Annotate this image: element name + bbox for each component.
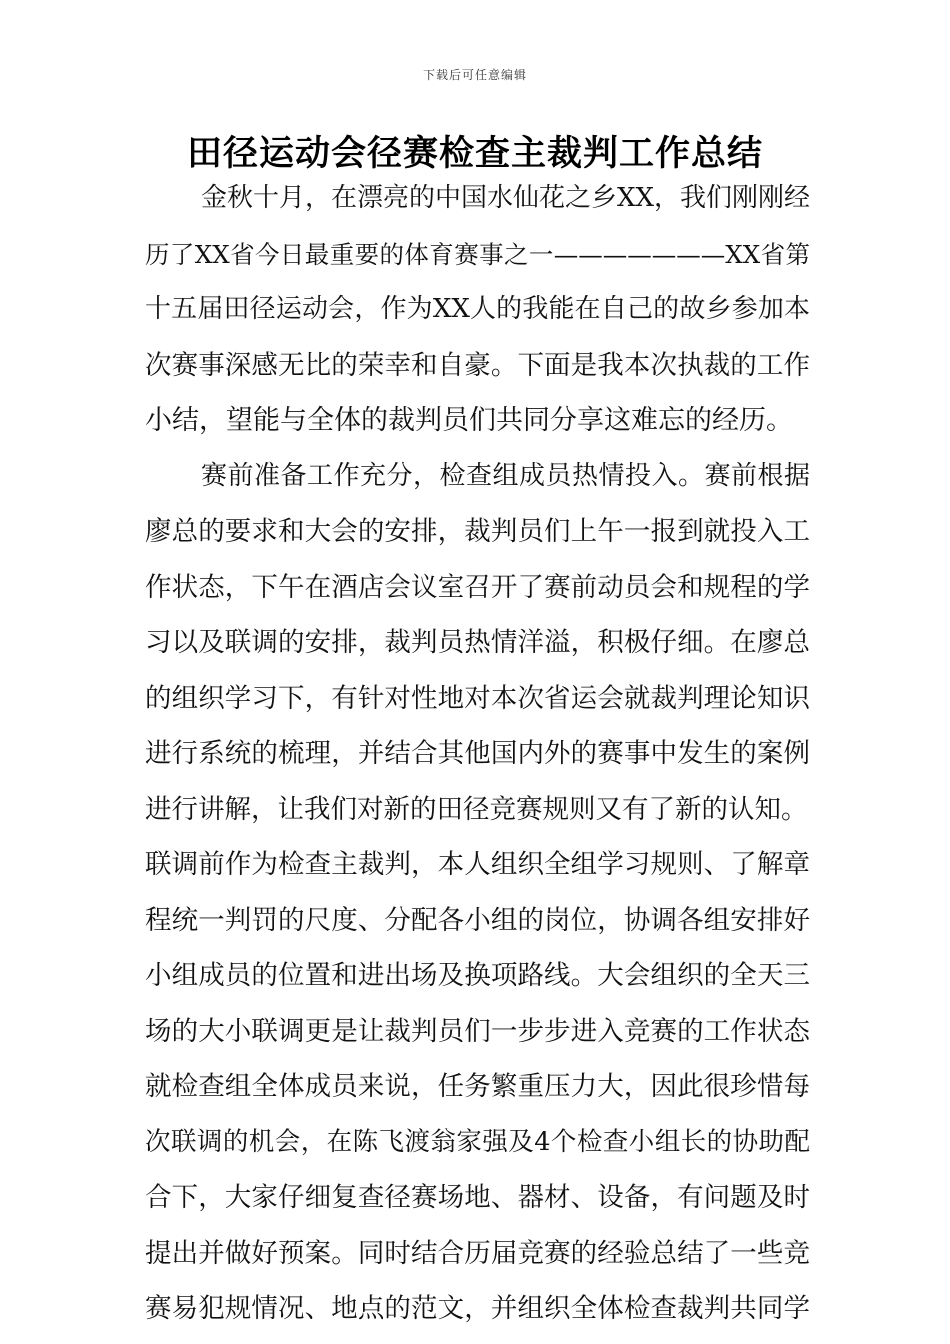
header-note: 下载后可任意编辑 xyxy=(422,68,527,82)
body-line: 金秋十月，在漂亮的中国水仙花之乡XX，我们刚刚经 xyxy=(201,183,810,213)
body-line: 次赛事深感无比的荣幸和自豪。下面是我本次执裁的工作 xyxy=(145,349,810,381)
body-line: 程统一判罚的尺度、分配各小组的岗位，协调各组安排好 xyxy=(145,904,810,936)
body-line: 小组成员的位置和进出场及换项路线。大会组织的全天三 xyxy=(145,960,810,991)
body-line: 提出并做好预案。同时结合历届竞赛的经验总结了一些竞 xyxy=(145,1237,810,1269)
body-line: 小结，望能与全体的裁判员们共同分享这难忘的经历。 xyxy=(145,405,793,436)
body-line: 赛易犯规情况、地点的范文，并组织全体检查裁判共同学 xyxy=(145,1293,810,1324)
body-line: 场的大小联调更是让裁判员们一步步进入竞赛的工作状态 xyxy=(145,1015,810,1047)
body-line: 进行讲解，让我们对新的田径竞赛规则又有了新的认知。 xyxy=(145,793,808,825)
body-line: 的组织学习下，有针对性地对本次省运会就裁判理论知识 xyxy=(145,682,810,714)
body-line: 进行系统的梳理，并结合其他国内外的赛事中发生的案例 xyxy=(145,738,810,769)
body-line: 作状态，下午在酒店会议室召开了赛前动员会和规程的学 xyxy=(145,571,810,603)
body-line: 次联调的机会，在陈飞渡翁家强及4个检查小组长的协助配 xyxy=(145,1126,810,1157)
body-line: 就检查组全体成员来说，任务繁重压力大，因此很珍惜每 xyxy=(145,1071,810,1102)
body-line: 十五届田径运动会，作为XX人的我能在自己的故乡参加本 xyxy=(145,294,810,324)
document-title: 田径运动会径赛检查主裁判工作总结 xyxy=(186,134,763,174)
body-line: 历了XX省今日最重要的体育赛事之一———————XX省第 xyxy=(145,239,810,269)
body-line: 合下，大家仔细复查径赛场地、器材、设备，有问题及时 xyxy=(145,1182,810,1213)
body-line: 联调前作为检查主裁判，本人组织全组学习规则、了解章 xyxy=(145,849,810,880)
body-line: 习以及联调的安排，裁判员热情洋溢，积极仔细。在廖总 xyxy=(145,627,810,658)
body-line: 赛前准备工作充分，检查组成员热情投入。赛前根据 xyxy=(201,460,810,491)
body-line: 廖总的要求和大会的安排，裁判员们上午一报到就投入工 xyxy=(145,516,810,547)
document-body xyxy=(145,171,810,1337)
